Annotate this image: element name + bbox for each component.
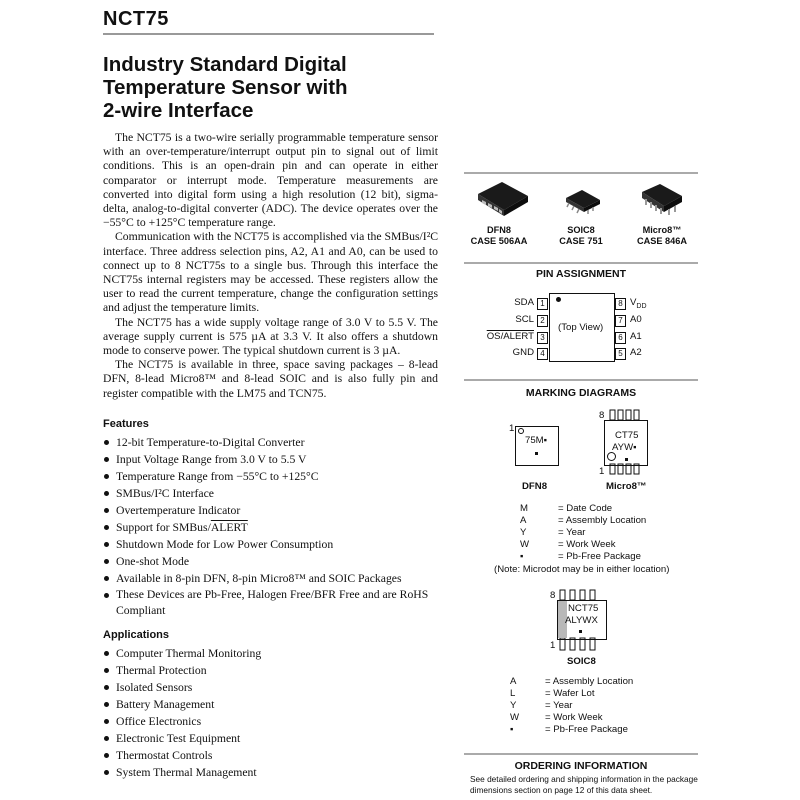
list-item-text: Support for SMBus/ <box>116 521 211 534</box>
pin1-circle-icon <box>607 452 616 461</box>
os-alert-text: OS/ALERT <box>486 331 534 342</box>
package-dfn8 <box>467 225 531 247</box>
legend-desc: = Pb-Free Package <box>545 724 628 735</box>
legend-code: L <box>510 688 516 699</box>
legend-desc: = Wafer Lot <box>545 688 595 699</box>
ordering-text <box>470 774 702 795</box>
microdot-note: (Note: Microdot may be in either location) <box>494 564 670 575</box>
micro8-pin1-label: 1 <box>599 466 605 477</box>
microdot-icon <box>625 458 628 461</box>
package-case: CASE 846A <box>636 236 688 246</box>
section-divider <box>464 379 698 381</box>
intro-paragraph: The NCT75 has a wide supply voltage range of 3.0 V to 5.5 V. The average supply current is 575 µA at 3.3 V. It also offers a shutdown mode to conserve power. The typical shutdown current is 3 µA. <box>103 315 438 358</box>
legend-desc: = Assembly Location <box>545 676 634 687</box>
microdot-icon <box>579 630 582 633</box>
micro8-marking-code: AYW <box>612 442 634 453</box>
dfn-label: DFN8 <box>522 481 548 492</box>
micro8-marking-line1: CT75 <box>615 430 639 441</box>
list-item: Office Electronics <box>103 713 443 730</box>
legend-desc: = Assembly Location <box>558 515 647 526</box>
pin-number: 8 <box>615 298 626 310</box>
section-divider <box>464 172 698 174</box>
top-view-label: (Top View) <box>558 322 604 333</box>
legend-code: W <box>520 539 530 550</box>
intro-paragraph: Communication with the NCT75 is accomplished via the SMBus/I²C interface. Three address selection pins, A2, A1 and A0, can be used to connect up to 8 NCT75s to a single bus. Through this interface the NCT75s internal registers may be accessed. These registers allow the user to read the current temperature, change the configuration settings and adjust the temperature limits. <box>103 230 438 315</box>
alert-overline-text: ALERT <box>210 521 248 534</box>
pin1-circle-icon <box>518 428 524 434</box>
features-list <box>103 434 443 620</box>
pin-name-text: V <box>630 297 637 308</box>
pin-name-a0: A0 <box>630 314 642 325</box>
pin-name-a2: A2 <box>630 347 642 358</box>
legend-desc: = Year <box>545 700 573 711</box>
intro-paragraph: The NCT75 is a two-wire serially programmable temperature sensor with an over-temperature/interrupt output pin to signal out of limit conditions. This is an open-drain pin and can operate in either comparator or interrupt mode. Temperature measurements are converted into digital form using a high resolution (12 bit), sigma-delta, analog-to-digital converter (ADC). The device operates over the −55°C to +125°C temperature range. <box>103 131 438 230</box>
intro-paragraph: The NCT75 is available in three, space saving packages – 8-lead DFN, 8-lead Micro8™ and 8-lead SOIC and is also fully pin and register compatible with the LM75 and TCN75. <box>103 358 438 400</box>
legend-desc: = Year <box>558 527 586 538</box>
dfn-marking-line: 75M <box>525 435 544 446</box>
list-item: Overtemperature Indicator <box>103 502 443 519</box>
list-item: Computer Thermal Monitoring <box>103 645 443 662</box>
list-item: Electronic Test Equipment <box>103 730 443 747</box>
legend-desc: = Pb-Free Package <box>558 551 641 562</box>
part-number: NCT75 <box>103 8 169 30</box>
pin-number: 5 <box>615 348 626 360</box>
list-item: System Thermal Management <box>103 764 443 781</box>
legend-code: M <box>520 503 528 514</box>
pin-name-os-alert <box>470 331 534 343</box>
pin-number: 1 <box>537 298 548 310</box>
ordering-heading: ORDERING INFORMATION <box>514 760 648 772</box>
list-item: Thermal Protection <box>103 662 443 679</box>
soic8-pin8-label: 8 <box>550 590 556 601</box>
marking-diagrams-heading: MARKING DIAGRAMS <box>525 387 637 399</box>
pin-name-gnd: GND <box>512 347 534 358</box>
package-name: SOIC8 <box>567 225 595 235</box>
title-line: Industry Standard Digital <box>103 53 347 76</box>
package-images <box>470 178 700 224</box>
applications-list <box>103 645 443 781</box>
header-divider <box>103 33 434 35</box>
pin-name-scl: SCL <box>515 314 534 325</box>
pin-number: 6 <box>615 332 626 344</box>
pin-name-sub: DD <box>636 302 647 310</box>
pin-name-a1: A1 <box>630 331 642 342</box>
list-item: SMBus/I²C Interface <box>103 485 443 502</box>
soic8-package-icon <box>566 190 600 214</box>
legend-code: Y <box>520 527 527 538</box>
list-item: 12-bit Temperature-to-Digital Converter <box>103 434 443 451</box>
pin-number: 2 <box>537 315 548 327</box>
package-micro8 <box>628 225 696 247</box>
list-item: Thermostat Controls <box>103 747 443 764</box>
list-item: Available in 8-pin DFN, 8-pin Micro8™ and SOIC Packages <box>103 570 443 587</box>
soic8-label: SOIC8 <box>567 656 596 667</box>
micro8-pin8-label: 8 <box>599 410 605 421</box>
list-item: Input Voltage Range from 3.0 V to 5.5 V <box>103 451 443 468</box>
soic8-marking-line1: NCT75 <box>568 603 599 614</box>
soic8-pin1-label: 1 <box>550 640 556 651</box>
list-item <box>103 519 443 536</box>
micro8-marking-line2: AYW▪ <box>612 442 637 453</box>
legend-desc: = Work Week <box>545 712 603 723</box>
microdot-icon <box>535 452 538 455</box>
dfn-pin1-label: 1 <box>509 423 515 434</box>
ordering-line: dimensions section on page 12 of this data sheet. <box>470 784 653 795</box>
package-name: Micro8™ <box>642 225 682 235</box>
legend-desc: = Date Code <box>558 503 613 514</box>
legend-code: A <box>520 515 527 526</box>
pin-assignment-heading: PIN ASSIGNMENT <box>535 268 627 280</box>
intro-text <box>103 131 438 401</box>
ordering-line: See detailed ordering and shipping information in the package <box>470 774 698 784</box>
section-divider <box>464 262 698 264</box>
dfn-marking-text: 75M▪ <box>525 435 548 446</box>
title-line: 2-wire Interface <box>103 99 254 122</box>
list-item: These Devices are Pb-Free, Halogen Free/BFR Free and are RoHS Compliant <box>103 587 443 619</box>
pin1-dot-icon <box>556 297 561 302</box>
features-heading: Features <box>103 418 149 430</box>
list-item: One-shot Mode <box>103 553 443 570</box>
legend-code: A <box>510 676 517 687</box>
soic8-marking-line2: ALYWX <box>565 615 598 626</box>
list-item: Shutdown Mode for Low Power Consumption <box>103 536 443 553</box>
list-item: Isolated Sensors <box>103 679 443 696</box>
list-item: Battery Management <box>103 696 443 713</box>
pin-name-vdd <box>630 297 647 313</box>
pin-number: 7 <box>615 315 626 327</box>
list-item: Temperature Range from −55°C to +125°C <box>103 468 443 485</box>
pin-name-sda: SDA <box>514 297 534 308</box>
package-case: CASE 506AA <box>470 236 528 246</box>
document-title <box>103 53 443 122</box>
dfn8-package-icon <box>478 182 528 216</box>
title-line: Temperature Sensor with <box>103 76 348 99</box>
section-divider <box>464 753 698 755</box>
pin-number: 3 <box>537 332 548 344</box>
legend-code: Y <box>510 700 517 711</box>
legend-code: ▪ <box>520 551 524 562</box>
micro8-package-icon <box>642 184 682 215</box>
legend-desc: = Work Week <box>558 539 616 550</box>
pin-number: 4 <box>537 348 548 360</box>
micro8-label: Micro8™ <box>606 481 647 492</box>
package-soic8 <box>550 225 612 247</box>
legend-code: ▪ <box>510 724 514 735</box>
legend-code: W <box>510 712 520 723</box>
package-name: DFN8 <box>487 225 511 235</box>
package-case: CASE 751 <box>559 236 603 246</box>
applications-heading: Applications <box>103 629 170 641</box>
